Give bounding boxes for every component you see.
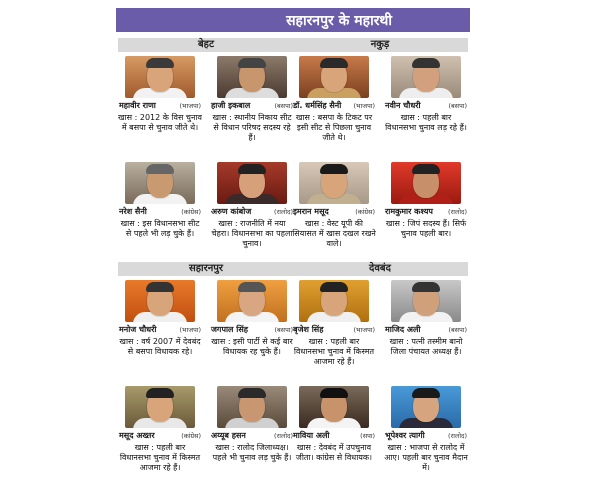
candidate-desc: खास : पहली बार विधानसभा चुनाव में किस्मत आजमा रहे हैं। bbox=[293, 337, 375, 366]
candidate-desc: खास : इसी पार्टी से कई बार विधायक रह चुके हैं। bbox=[211, 337, 293, 356]
candidate-card bbox=[384, 386, 468, 490]
candidate-card bbox=[210, 162, 294, 266]
section-title: देवबंद bbox=[292, 262, 468, 276]
candidate-card bbox=[210, 386, 294, 490]
candidate-name: रामकुमार कश्यप bbox=[385, 207, 433, 216]
candidate-party: (भाजपा) bbox=[353, 102, 375, 110]
section-title: नकुड़ bbox=[292, 38, 468, 52]
candidate-card bbox=[118, 56, 202, 162]
candidate-photo bbox=[391, 162, 461, 204]
candidate-photo bbox=[217, 386, 287, 428]
candidate-photo bbox=[125, 162, 195, 204]
candidate-desc: खास : पत्नी तस्मीम बानो जिला पंचायत अध्यक्ष हैं। bbox=[389, 337, 463, 356]
candidate-party: (बसपा) bbox=[448, 102, 467, 110]
section-nakur bbox=[292, 38, 468, 266]
candidate-name: माजिद अली bbox=[385, 325, 421, 334]
candidate-desc: खास : रालोद जिलाध्यक्ष। पहले भी चुनाव लड़ चुके हैं। bbox=[212, 443, 292, 462]
candidate-party: (कांग्रेस) bbox=[181, 432, 201, 440]
candidate-photo bbox=[391, 386, 461, 428]
candidate-card bbox=[292, 56, 376, 162]
page-title: सहारनपुर के महारथी bbox=[286, 12, 392, 29]
candidate-name: नरेश सैनी bbox=[119, 207, 147, 216]
candidate-card bbox=[118, 280, 202, 386]
candidate-photo bbox=[217, 280, 287, 322]
candidate-name: इमरान मसूद bbox=[293, 207, 329, 216]
candidate-party: (रालोद) bbox=[274, 432, 293, 440]
candidate-card bbox=[292, 280, 376, 386]
candidate-desc: खास : पहली बार विधानसभा चुनाव में किस्मत आजमा रहे हैं। bbox=[119, 443, 201, 472]
candidate-party: (रालोद) bbox=[274, 208, 293, 216]
candidate-party: (रालोद) bbox=[448, 432, 467, 440]
candidate-card bbox=[292, 162, 376, 266]
candidate-card bbox=[210, 280, 294, 386]
candidate-card bbox=[384, 56, 468, 162]
candidate-desc: खास : स्थानीय निकाय सीट से विधान परिषद सदस्य रहे हैं। bbox=[212, 113, 292, 142]
candidate-party: (बसपा) bbox=[274, 326, 293, 334]
candidate-name: अरुण कांबोज bbox=[211, 207, 252, 216]
candidate-party: (भाजपा) bbox=[179, 326, 201, 334]
candidate-party: (भाजपा) bbox=[353, 326, 375, 334]
candidate-desc: खास : इस विधानसभा सीट से पहले भी लड़ चुके हैं। bbox=[120, 219, 200, 238]
section-deoband bbox=[292, 262, 468, 490]
candidate-name: जगपाल सिंह bbox=[211, 325, 248, 334]
candidate-desc: खास : वेस्ट यूपी की सियासत में खास दखल रखने वाले। bbox=[292, 219, 376, 248]
candidate-card bbox=[210, 56, 294, 162]
candidate-party: (कांग्रेस) bbox=[181, 208, 201, 216]
candidate-name: बृजेश सिंह bbox=[293, 325, 324, 334]
candidate-desc: खास : पहली बार विधानसभा चुनाव लड़ रहे हैं। bbox=[385, 113, 467, 132]
section-title: सहारनपुर bbox=[118, 262, 294, 276]
candidate-party: (बसपा) bbox=[274, 102, 293, 110]
candidate-name: डॉ. धर्मसिंह सैनी bbox=[293, 101, 342, 110]
candidate-name: नवीन चौधरी bbox=[385, 101, 421, 110]
candidate-name: महावीर राणा bbox=[119, 101, 156, 110]
candidate-card bbox=[384, 162, 468, 266]
candidate-name: हाजी इकबाल bbox=[211, 101, 251, 110]
candidate-desc: खास : राजनीति में नया चेहरा। विधानसभा का पहला चुनाव। bbox=[211, 219, 293, 248]
candidate-party: (रालोद) bbox=[448, 208, 467, 216]
candidate-name: अय्यूब हसन bbox=[211, 431, 246, 440]
candidate-photo bbox=[125, 280, 195, 322]
candidate-desc: खास : देवबंद में उपचुनाव जीता। कांग्रेस से विधायक। bbox=[295, 443, 373, 462]
candidate-card bbox=[384, 280, 468, 386]
candidate-card bbox=[118, 162, 202, 266]
candidate-desc: खास : जिपं सदस्य हैं। सिर्फ चुनाव पहली बार। bbox=[385, 219, 467, 238]
candidate-name: मनोज चौधरी bbox=[119, 325, 157, 334]
candidate-photo bbox=[299, 386, 369, 428]
candidate-name: मसूद अख्तर bbox=[119, 431, 155, 440]
candidate-photo bbox=[217, 56, 287, 98]
candidate-photo bbox=[299, 280, 369, 322]
candidate-desc: खास : भाजपा से रालोद में आए। पहली बार चुनाव मैदान में। bbox=[384, 443, 468, 472]
page-title-banner bbox=[116, 8, 470, 32]
candidate-party: (बसपा) bbox=[448, 326, 467, 334]
candidate-photo bbox=[125, 56, 195, 98]
candidate-name: माविया अली bbox=[293, 431, 330, 440]
candidate-card bbox=[292, 386, 376, 490]
section-behat bbox=[118, 38, 294, 266]
section-title: बेहट bbox=[118, 38, 294, 52]
candidate-party: (कांग्रेस) bbox=[355, 208, 375, 216]
section-saharanpur bbox=[118, 262, 294, 490]
candidate-desc: खास : वर्ष 2007 में देवबंद से बसपा विधायक रहे। bbox=[119, 337, 201, 356]
candidate-desc: खास : 2012 के विस चुनाव में बसपा से चुनाव जीते थे। bbox=[118, 113, 202, 132]
candidate-photo bbox=[217, 162, 287, 204]
candidate-name: भूपेश्वर त्यागी bbox=[385, 431, 425, 440]
candidate-card bbox=[118, 386, 202, 490]
candidate-photo bbox=[125, 386, 195, 428]
candidate-photo bbox=[391, 56, 461, 98]
candidate-desc: खास : बसपा के टिकट पर इसी सीट से पिछला चुनाव जीते थे। bbox=[295, 113, 373, 142]
candidate-photo bbox=[299, 162, 369, 204]
candidate-party: (सपा) bbox=[360, 432, 375, 440]
candidate-photo bbox=[391, 280, 461, 322]
candidate-photo bbox=[299, 56, 369, 98]
candidate-party: (भाजपा) bbox=[179, 102, 201, 110]
